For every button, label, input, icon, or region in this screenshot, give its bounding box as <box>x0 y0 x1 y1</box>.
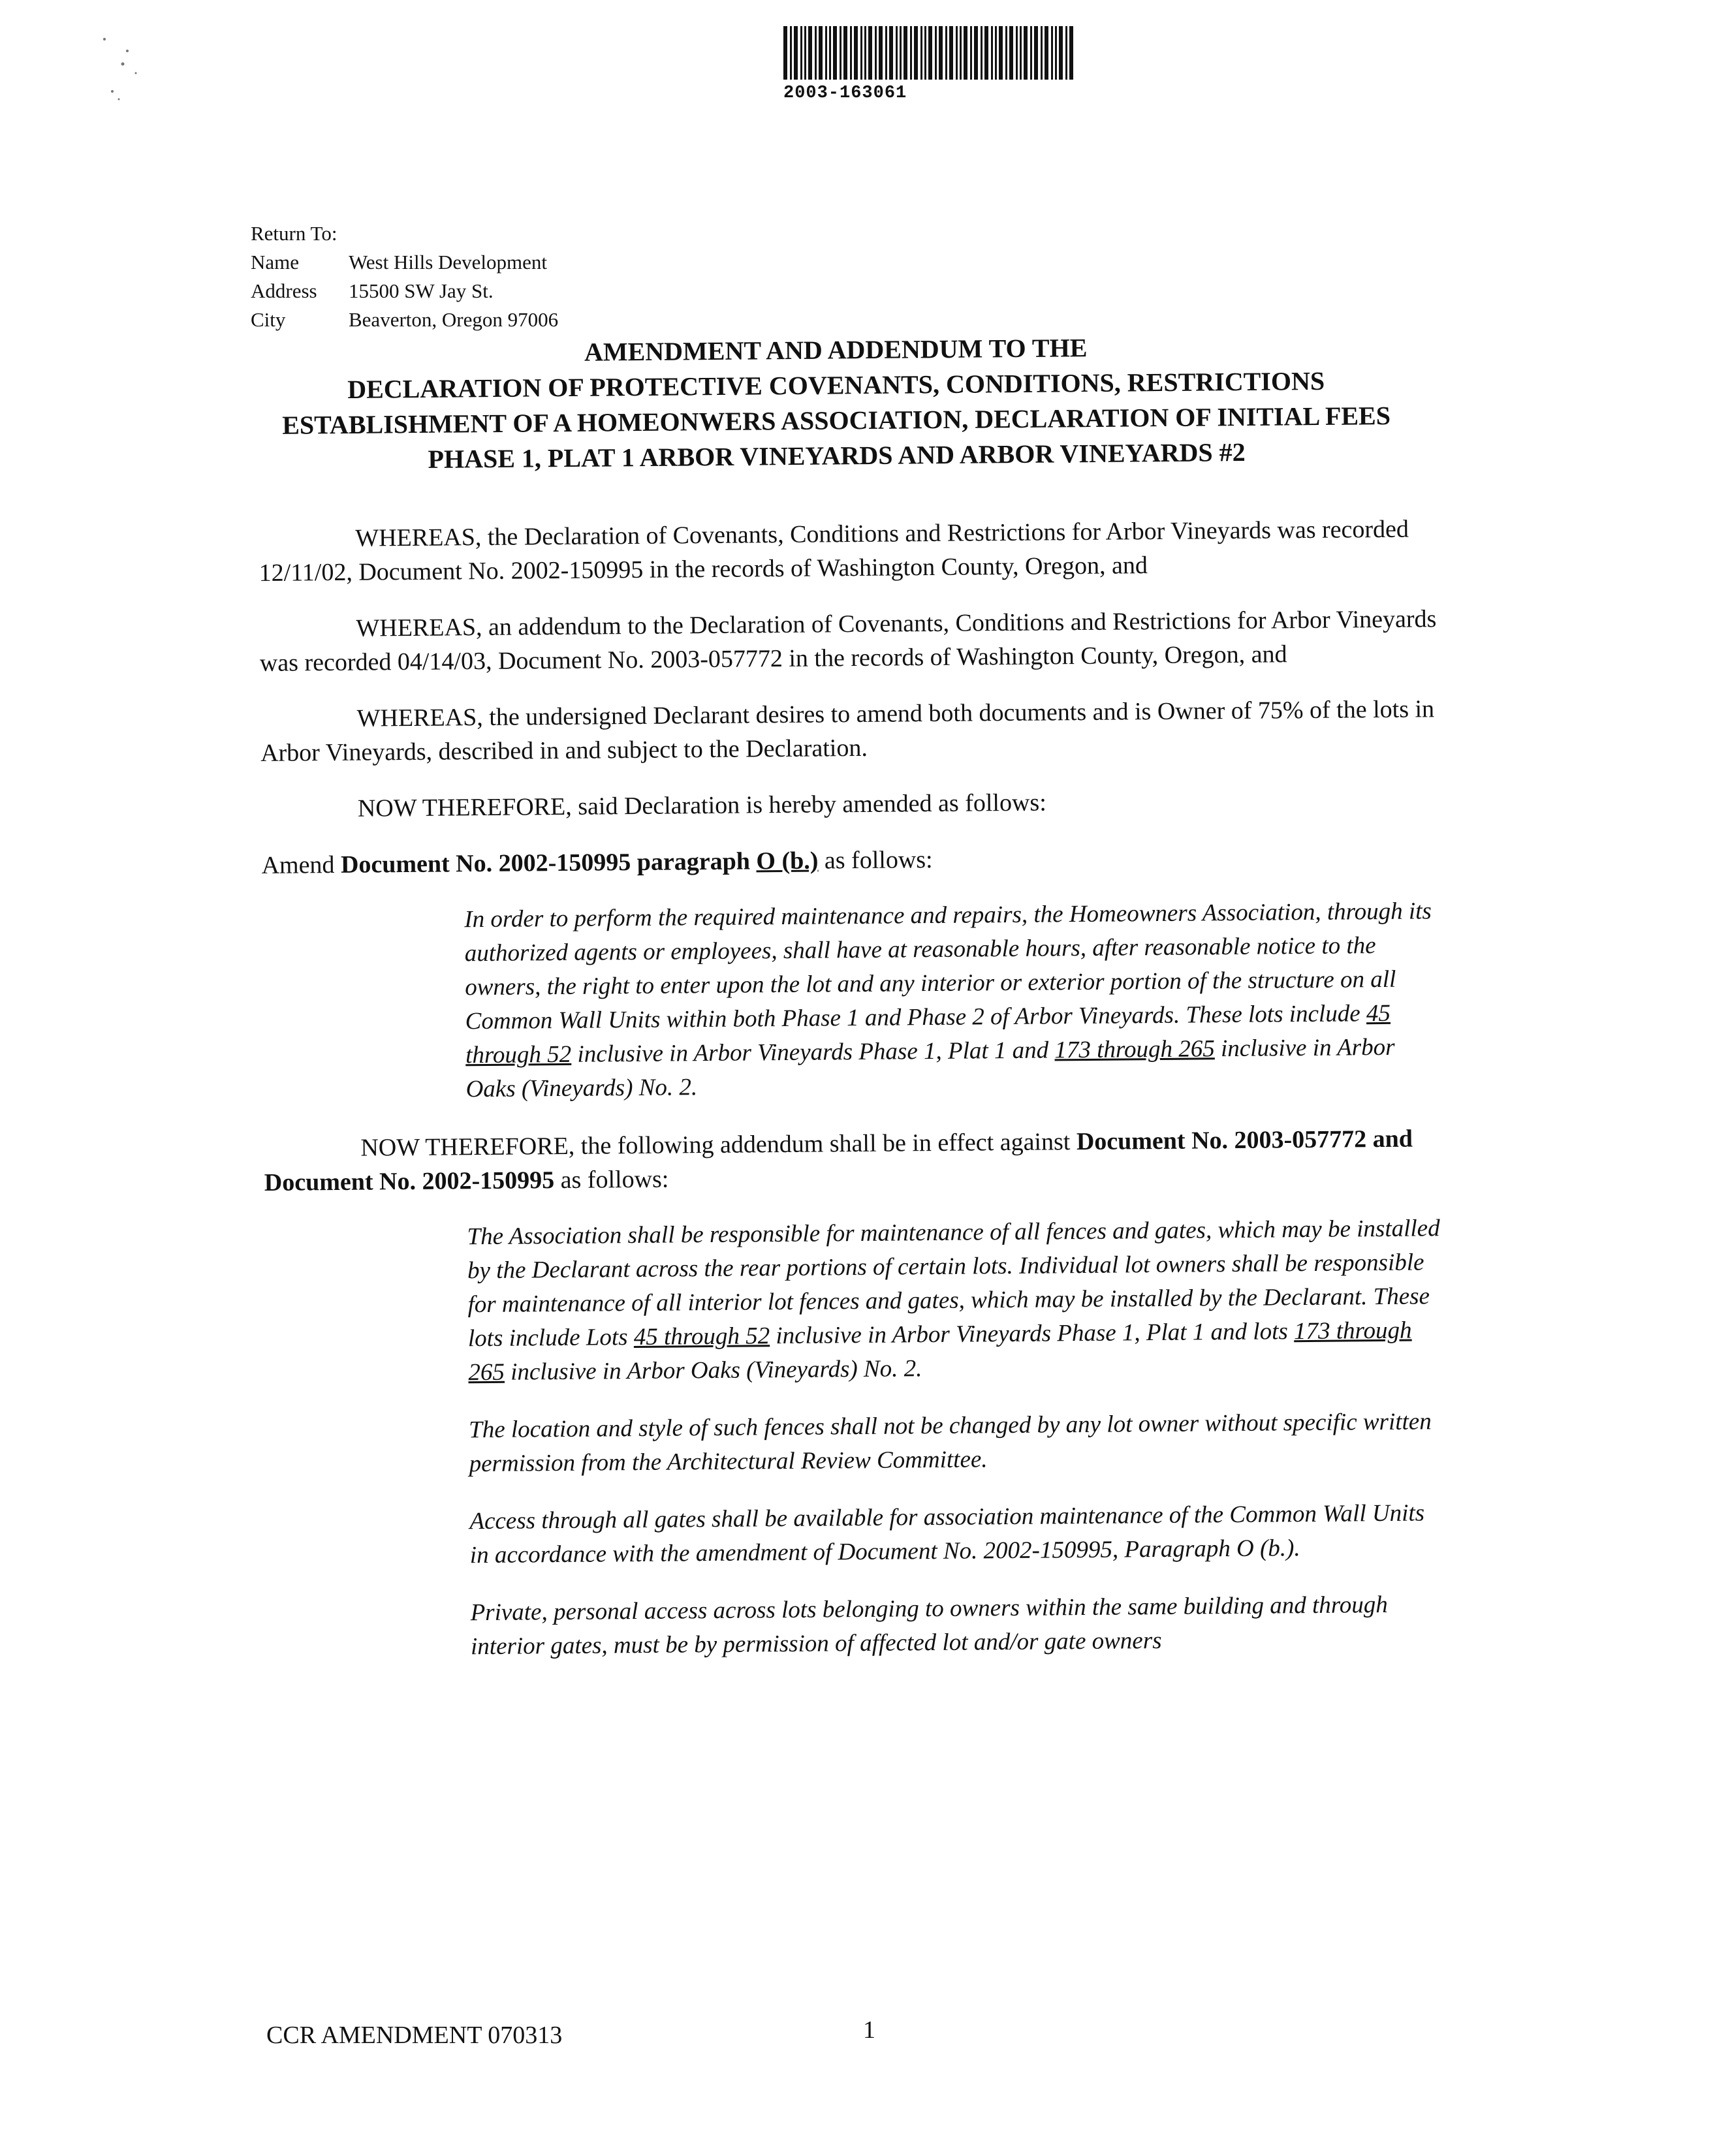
document-body <box>259 512 1451 1689</box>
page-number: 1 <box>863 2016 875 2044</box>
whereas-paragraph-2: WHEREAS, an addendum to the Declaration of Covenants, Conditions and Restrictions for Arbor Vineyards was recorded 04/14/03, Document No. 2003-057772 in the records of Washington County, Oregon, and <box>259 605 1437 677</box>
quote-text: inclusive in Arbor Vineyards Phase 1, Plat 1 and lots <box>769 1318 1295 1350</box>
quote-text: inclusive in Arbor Oaks (Vineyards) No. 2. <box>465 1033 1395 1103</box>
return-to-row <box>251 248 558 277</box>
scan-specks <box>59 26 189 117</box>
return-city-label: City <box>251 308 286 331</box>
quote-text: In order to perform the required maintenance and repairs, the Homeowners Association, through its authorized agents or employees, shall have at reasonable hours, after reasonable notice to the owners, the right to enter upon the lot and any interior or exterior portion of the structure on all Common Wall Units within both Phase 1 and Phase 2 of Arbor Vineyards. These lots include <box>464 898 1432 1035</box>
now-therefore-text: NOW THEREFORE, the following addendum shall be in effect against <box>360 1128 1077 1162</box>
amend-prefix: Amend <box>261 851 341 879</box>
quote-text: The Association shall be responsible for maintenance of all fences and gates, which may be installed by the Declarant across the rear portions of certain lots. Individual lot owners shall be responsible for maintenance of all interior lot fences and gates, which may be installed by the Declarant. These lots include Lots <box>467 1215 1440 1352</box>
lot-range: 45 through 52 <box>633 1322 770 1351</box>
quote-text: inclusive in Arbor Oaks (Vineyards) No. 2. <box>504 1355 922 1386</box>
return-name-label: Name <box>251 251 300 273</box>
return-to-block <box>251 219 558 334</box>
whereas-paragraph-1: WHEREAS, the Declaration of Covenants, Conditions and Restrictions for Arbor Vineyards was recorded 12/11/02, Document No. 2002-150995 in the records of Washington County, Oregon, and <box>259 515 1409 587</box>
document-references: Document No. 2003-057772 and Document No. 2002-150995 <box>264 1125 1413 1196</box>
lot-range: 173 through 265 <box>468 1317 1412 1386</box>
amend-paragraph-ref: O (b.) <box>756 847 819 875</box>
lot-range: 45 through 52 <box>465 999 1391 1069</box>
quoted-addendum-4: Private, personal access across lots belonging to owners within the same building and through interior gates, must be by permission of affected lot and/or gate owners <box>470 1591 1388 1661</box>
now-therefore-paragraph-2 <box>264 1121 1446 1200</box>
amend-suffix: as follows: <box>818 846 933 875</box>
quoted-addendum-3: Access through all gates shall be available for association maintenance of the Common Wall Units in accordance with the amendment of Document No. 2002-150995, Paragraph O (b.). <box>469 1499 1425 1569</box>
return-address-label: Address <box>251 279 317 302</box>
title-line: DECLARATION OF PROTECTIVE COVENANTS, CONDITIONS, RESTRICTIONS <box>347 366 1325 404</box>
title-line: AMENDMENT AND ADDENDUM TO THE <box>584 333 1088 367</box>
title-line: ESTABLISHMENT OF A HOMEONWERS ASSOCIATION, DECLARATION OF INITIAL FEES <box>282 401 1391 440</box>
return-city-value: Beaverton, Oregon 97006 <box>349 308 559 331</box>
amend-paragraph <box>261 838 1443 883</box>
recording-number: 2003-163061 <box>783 84 907 103</box>
document-title <box>196 327 1477 479</box>
quoted-amendment-1 <box>464 894 1445 1106</box>
footer-label: CCR AMENDMENT 070313 <box>266 2022 563 2049</box>
return-to-heading: Return To: <box>251 222 338 245</box>
return-to-row <box>251 277 558 305</box>
return-name-value: West Hills Development <box>349 251 548 273</box>
lot-range: 173 through 265 <box>1054 1035 1215 1064</box>
whereas-paragraph-3: WHEREAS, the undersigned Declarant desires to amend both documents and is Owner of 75% of the lots in Arbor Vineyards, described in and subject to the Declaration. <box>260 695 1435 767</box>
title-line: PHASE 1, PLAT 1 ARBOR VINEYARDS AND ARBOR VINEYARDS #2 <box>428 437 1246 474</box>
amend-document: Document No. 2002-150995 paragraph <box>340 847 757 879</box>
quoted-addendum-2: The location and style of such fences shall not be changed by any lot owner without specific written permission from the Architectural Review Committee. <box>468 1408 1432 1478</box>
quoted-addendum-1 <box>467 1211 1447 1390</box>
quote-text: inclusive in Arbor Vineyards Phase 1, Plat 1 and <box>571 1037 1055 1068</box>
return-to-row <box>251 305 558 334</box>
return-address-value: 15500 SW Jay St. <box>349 279 494 302</box>
now-therefore-text: as follows: <box>554 1165 669 1195</box>
now-therefore-paragraph-1: NOW THEREFORE, said Declaration is hereby amended as follows: <box>357 789 1046 822</box>
